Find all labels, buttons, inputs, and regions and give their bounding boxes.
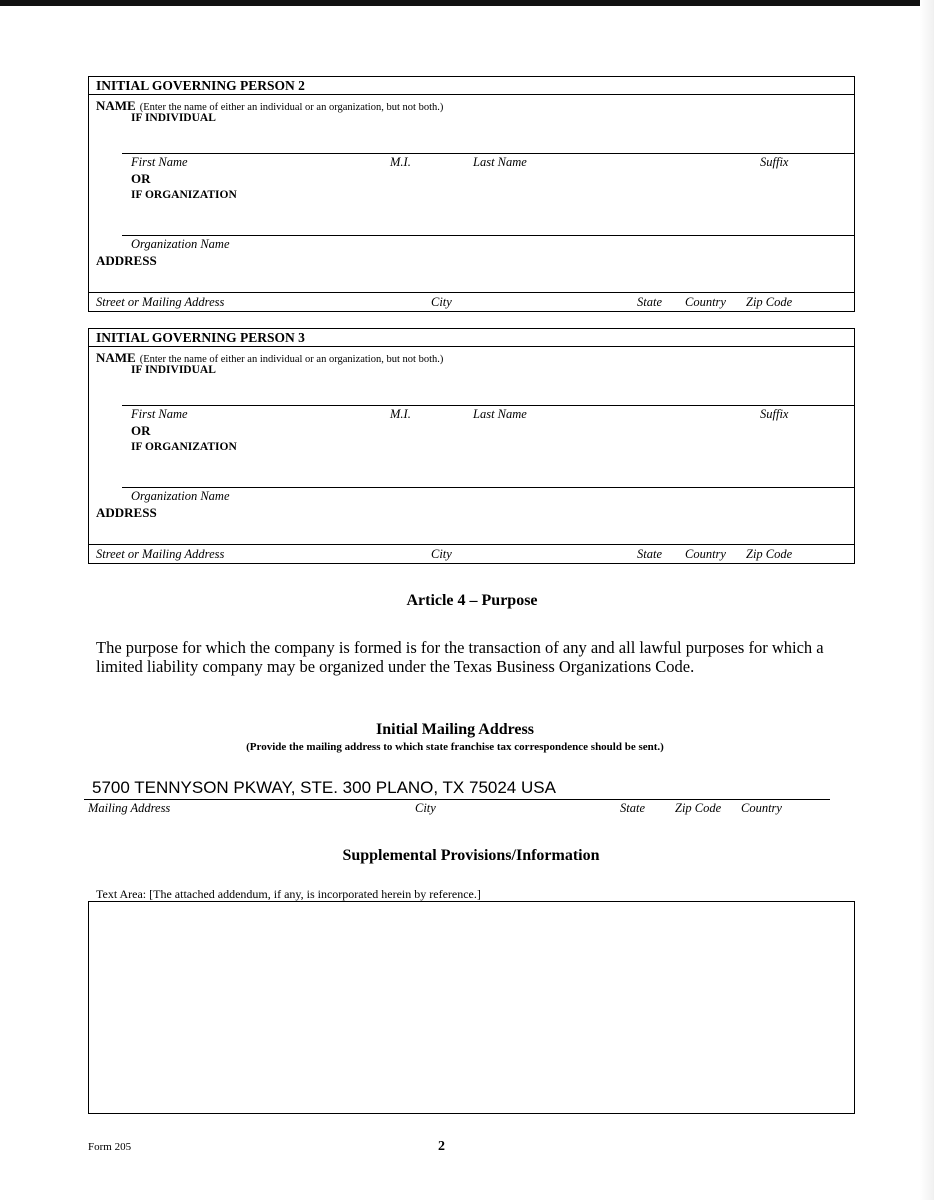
person-2-address-field[interactable] [88, 292, 855, 293]
name-label: NAME [96, 98, 136, 113]
mailing-address-field[interactable] [84, 799, 830, 800]
person-3-first-name-label: First Name [131, 407, 188, 421]
name-note: (Enter the name of either an individual or an organization, but not both.) [139, 102, 444, 113]
person-3-individual-field[interactable] [122, 405, 855, 406]
person-2-if-individual: IF INDIVIDUAL [131, 112, 216, 124]
form-number: Form 205 [88, 1141, 132, 1153]
mailing-heading: Initial Mailing Address [376, 721, 534, 738]
text-area-label: Text Area: [The attached addendum, if any, is incorporated herein by reference.] [96, 887, 481, 901]
person-2-country-label: Country [685, 295, 726, 309]
person-3-suffix-label: Suffix [760, 407, 789, 421]
person-2-address-label: ADDRESS [96, 253, 157, 268]
mailing-state-label: State [620, 801, 645, 815]
supplemental-heading: Supplemental Provisions/Information [342, 847, 600, 864]
person-2-last-name-label: Last Name [473, 155, 527, 169]
person-2-if-organization: IF ORGANIZATION [131, 189, 237, 201]
person-2-zip-label: Zip Code [746, 295, 793, 309]
person-3-address-label: ADDRESS [96, 505, 157, 520]
person-2-title: INITIAL GOVERNING PERSON 2 [96, 78, 305, 93]
person-3-country-label: Country [685, 547, 726, 561]
person-3-state-label: State [637, 547, 662, 561]
person-3-title-rule [88, 346, 855, 347]
person-2-mi-label: M.I. [390, 155, 411, 169]
person-2-suffix-label: Suffix [760, 155, 789, 169]
supplemental-text-area[interactable] [88, 901, 855, 1114]
person-2-or: OR [131, 171, 151, 186]
top-border [0, 0, 934, 6]
page-number: 2 [438, 1139, 445, 1154]
person-2-first-name-label: First Name [131, 155, 188, 169]
person-2-organization-field[interactable] [122, 235, 855, 236]
person-3-mi-label: M.I. [390, 407, 411, 421]
name-note: (Enter the name of either an individual or an organization, but not both.) [139, 354, 444, 365]
person-2-state-label: State [637, 295, 662, 309]
mailing-zip-label: Zip Code [675, 801, 722, 815]
person-3-title: INITIAL GOVERNING PERSON 3 [96, 330, 305, 345]
person-2-individual-field[interactable] [122, 153, 855, 154]
person-3-if-individual: IF INDIVIDUAL [131, 364, 216, 376]
person-3-organization-field[interactable] [122, 487, 855, 488]
person-3-zip-label: Zip Code [746, 547, 793, 561]
mailing-country-label: Country [741, 801, 782, 815]
person-2-street-label: Street or Mailing Address [96, 295, 225, 309]
mailing-city-label: City [415, 801, 436, 815]
person-3-if-organization: IF ORGANIZATION [131, 441, 237, 453]
mailing-address-label: Mailing Address [88, 801, 171, 815]
person-3-last-name-label: Last Name [473, 407, 527, 421]
person-3-city-label: City [431, 547, 452, 561]
person-3-address-field[interactable] [88, 544, 855, 545]
person-2-org-name-label: Organization Name [131, 237, 230, 251]
article-4-heading: Article 4 – Purpose [406, 592, 538, 609]
name-label: NAME [96, 350, 136, 365]
person-3-street-label: Street or Mailing Address [96, 547, 225, 561]
mailing-address-value[interactable]: 5700 TENNYSON PKWAY, STE. 300 PLANO, TX 75024 USA [92, 778, 556, 797]
person-3-or: OR [131, 423, 151, 438]
person-2-title-rule [88, 94, 855, 95]
article-4-text: The purpose for which the company is formed is for the transaction of any and all lawful purposes for which a limited liability company may be organized under the Texas Business Organizations Code. [96, 638, 824, 676]
mailing-note: (Provide the mailing address to which state franchise tax correspondence should be sent.) [246, 741, 664, 753]
person-2-city-label: City [431, 295, 452, 309]
person-3-org-name-label: Organization Name [131, 489, 230, 503]
